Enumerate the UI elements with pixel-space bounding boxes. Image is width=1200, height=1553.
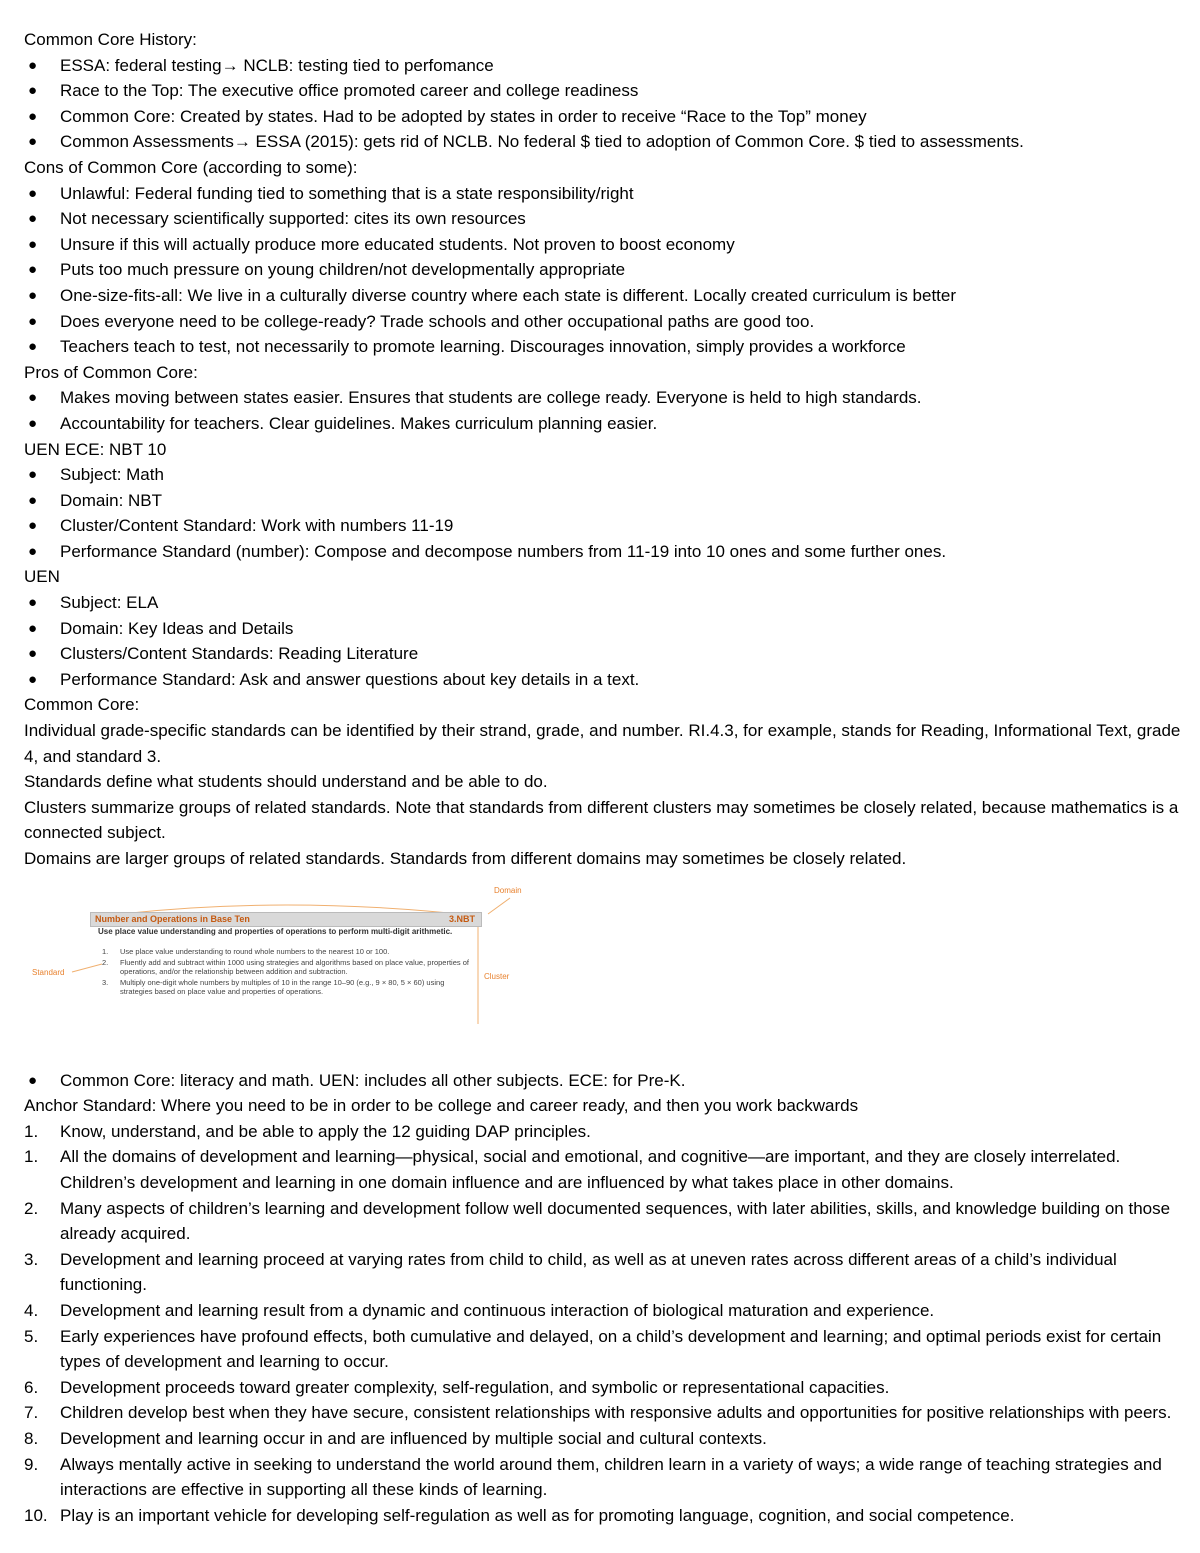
figure-standard: 3. Multiply one-digit whole numbers by multiples of 10 in the range 10–90 (e.g., 9 × 80, 5 × 60) using strategies based on place value and properties of operations. bbox=[102, 978, 445, 996]
figure-standard: 1. Use place value understanding to round whole numbers to the nearest 10 or 100. bbox=[102, 946, 390, 956]
cons-list bbox=[24, 181, 1184, 360]
figure-cluster-text: Use place value understanding and properties of operations to perform multi-digit arithmetic. bbox=[98, 926, 453, 936]
bullet-icon: ● bbox=[28, 1071, 38, 1089]
list-item: ● Subject: ELA bbox=[24, 590, 1184, 616]
list-item: ● Cluster/Content Standard: Work with numbers 11-19 bbox=[24, 513, 1184, 539]
list-item: 7. Children develop best when they have secure, consistent relationships with responsive adults and opportunities for positive relationships with peers. bbox=[24, 1403, 1172, 1423]
list-item: 6. Development proceeds toward greater complexity, self-regulation, and symbolic or representational capacities. bbox=[24, 1377, 890, 1397]
list-item: ● One-size-fits-all: We live in a culturally diverse country where each state is different. Locally created curriculum is better bbox=[24, 283, 1184, 309]
bullet-icon: ● bbox=[28, 261, 38, 279]
bullet-icon: ● bbox=[28, 82, 38, 100]
list-item: ● Unlawful: Federal funding tied to something that is a state responsibility/right bbox=[24, 181, 1184, 207]
list-item: ● Clusters/Content Standards: Reading Literature bbox=[24, 641, 1184, 667]
list-item: ● Common Core: Created by states. Had to be adopted by states in order to receive “Race to the Top” money bbox=[24, 104, 1184, 130]
paragraph: Individual grade-specific standards can be identified by their strand, grade, and number. RI.4.3, for example, stands for Reading, Informational Text, grade 4, and standard 3. bbox=[24, 721, 1181, 766]
uen-math-heading: UEN ECE: NBT 10 bbox=[24, 439, 167, 459]
list-item: 2. Many aspects of children’s learning and development follow well documented sequences, with later abilities, skills, and knowledge building on those already acquired. bbox=[24, 1198, 1171, 1244]
bullet-icon: ● bbox=[28, 619, 38, 637]
bullet-icon: ● bbox=[28, 517, 38, 535]
history-heading: Common Core History: bbox=[24, 30, 197, 49]
list-item: ● Performance Standard: Ask and answer questions about key details in a text. bbox=[24, 667, 1184, 693]
paragraph: Clusters summarize groups of related standards. Note that standards from different clusters may sometimes be closely related, because mathematics is a connected subject. bbox=[24, 797, 1179, 843]
history-list bbox=[24, 53, 1184, 155]
figure-domain-code: 3.NBT bbox=[448, 913, 475, 924]
pros-list bbox=[24, 385, 1184, 436]
bullet-icon: ● bbox=[28, 645, 38, 663]
list-item: ● Domain: Key Ideas and Details bbox=[24, 616, 1184, 642]
uen-ela-list bbox=[24, 590, 1184, 692]
paragraph: Standards define what students should understand and be able to do. bbox=[24, 772, 548, 792]
bullet-icon: ● bbox=[28, 670, 38, 688]
list-item: ● Not necessary scientifically supported: cites its own resources bbox=[24, 206, 1184, 232]
bullet-icon: ● bbox=[28, 56, 38, 74]
bullet-icon: ● bbox=[28, 594, 38, 612]
figure-standard: 2. Fluently add and subtract within 1000 using strategies and algorithms based on place value, properties of operations, and/or the relationship between addition and subtraction. bbox=[102, 958, 469, 976]
document-page bbox=[24, 27, 1184, 1528]
bullet-icon: ● bbox=[28, 466, 38, 484]
bullet-icon: ● bbox=[28, 133, 38, 151]
bullet-icon: ● bbox=[28, 338, 38, 356]
list-item: 1. Know, understand, and be able to apply the 12 guiding DAP principles. bbox=[24, 1121, 591, 1141]
figure-domain-title: Number and Operations in Base Ten bbox=[95, 913, 250, 924]
list-item: 5. Early experiences have profound effects, both cumulative and delayed, on a child’s development and learning; and optimal periods exist for certain types of development and learning to occur. bbox=[24, 1326, 1162, 1372]
bullet-icon: ● bbox=[28, 184, 38, 202]
list-item: 1. All the domains of development and learning—physical, social and emotional, and cognitive—are important, and they are closely interrelated. Children’s development and learning in one domain influence and are influenced by what takes place in other domains. bbox=[24, 1147, 1121, 1192]
bullet-icon: ● bbox=[28, 286, 38, 304]
uen-ela-heading: UEN bbox=[24, 567, 60, 587]
bullet-icon: ● bbox=[28, 312, 38, 330]
bullet-icon: ● bbox=[28, 414, 38, 432]
figure-domain-bar bbox=[90, 912, 482, 927]
list-item: 10. Play is an important vehicle for developing self-regulation as well as for promoting language, cognition, and social competence. bbox=[24, 1505, 1015, 1525]
bullet-icon: ● bbox=[28, 210, 38, 228]
figure-standard-list bbox=[102, 948, 472, 1000]
list-item: ● Puts too much pressure on young children/not developmentally appropriate bbox=[24, 257, 1184, 283]
list-item: ● Unsure if this will actually produce more educated students. Not proven to boost economy bbox=[24, 232, 1184, 258]
list-item: ● Subject: Math bbox=[24, 462, 1184, 488]
list-item: ● Race to the Top: The executive office promoted career and college readiness bbox=[24, 78, 1184, 104]
bullet-icon: ● bbox=[28, 235, 38, 253]
list-item: 4. Development and learning result from a dynamic and continuous interaction of biological maturation and experience. bbox=[24, 1300, 935, 1320]
uen-math-list bbox=[24, 462, 1184, 564]
list-item: 9. Always mentally active in seeking to understand the world around them, children learn in a variety of ways; a wide range of teaching strategies and interactions are effective in supporting all these kinds of learning. bbox=[24, 1454, 1162, 1500]
figure-label-standard: Standard bbox=[32, 967, 65, 977]
bullet-icon: ● bbox=[28, 389, 38, 407]
list-item: 3. Development and learning proceed at varying rates from child to child, as well as at uneven rates across different areas of a child’s individual functioning. bbox=[24, 1249, 1117, 1295]
list-item: ● Accountability for teachers. Clear guidelines. Makes curriculum planning easier. bbox=[24, 411, 1184, 437]
list-item: ● Performance Standard (number): Compose and decompose numbers from 11-19 into 10 ones and some further ones. bbox=[24, 539, 1184, 565]
list-item: ● ESSA: federal testing→ NCLB: testing tied to perfomance bbox=[24, 53, 1184, 79]
cons-heading: Cons of Common Core (according to some): bbox=[24, 157, 358, 177]
common-core-heading: Common Core: bbox=[24, 695, 140, 715]
standards-figure bbox=[32, 884, 522, 1044]
figure-label-cluster: Cluster bbox=[484, 971, 510, 981]
figure-label-domain: Domain bbox=[494, 885, 522, 895]
bullet-icon: ● bbox=[28, 542, 38, 560]
list-item: ● Makes moving between states easier. Ensures that students are college ready. Everyone is held to high standards. bbox=[24, 385, 1184, 411]
list-item: ● Domain: NBT bbox=[24, 488, 1184, 514]
after-figure-list bbox=[24, 1068, 1184, 1094]
list-item: ● Does everyone need to be college-ready? Trade schools and other occupational paths are good too. bbox=[24, 309, 1184, 335]
list-item: ● Common Core: literacy and math. UEN: includes all other subjects. ECE: for Pre-K. bbox=[24, 1068, 1184, 1094]
bullet-icon: ● bbox=[28, 491, 38, 509]
anchor-standard-text: Anchor Standard: Where you need to be in order to be college and career ready, and then you work backwards bbox=[24, 1096, 859, 1116]
dap-principles-list bbox=[24, 1119, 1184, 1529]
pros-heading: Pros of Common Core: bbox=[24, 362, 198, 382]
list-item: 8. Development and learning occur in and are influenced by multiple social and cultural contexts. bbox=[24, 1428, 767, 1448]
paragraph: Domains are larger groups of related standards. Standards from different domains may sometimes be closely related. bbox=[24, 849, 907, 868]
bullet-icon: ● bbox=[28, 107, 38, 125]
list-item: ● Teachers teach to test, not necessarily to promote learning. Discourages innovation, simply provides a workforce bbox=[24, 334, 1184, 360]
list-item: ● Common Assessments→ ESSA (2015): gets rid of NCLB. No federal $ tied to adoption of Common Core. $ tied to assessments. bbox=[24, 129, 1184, 155]
